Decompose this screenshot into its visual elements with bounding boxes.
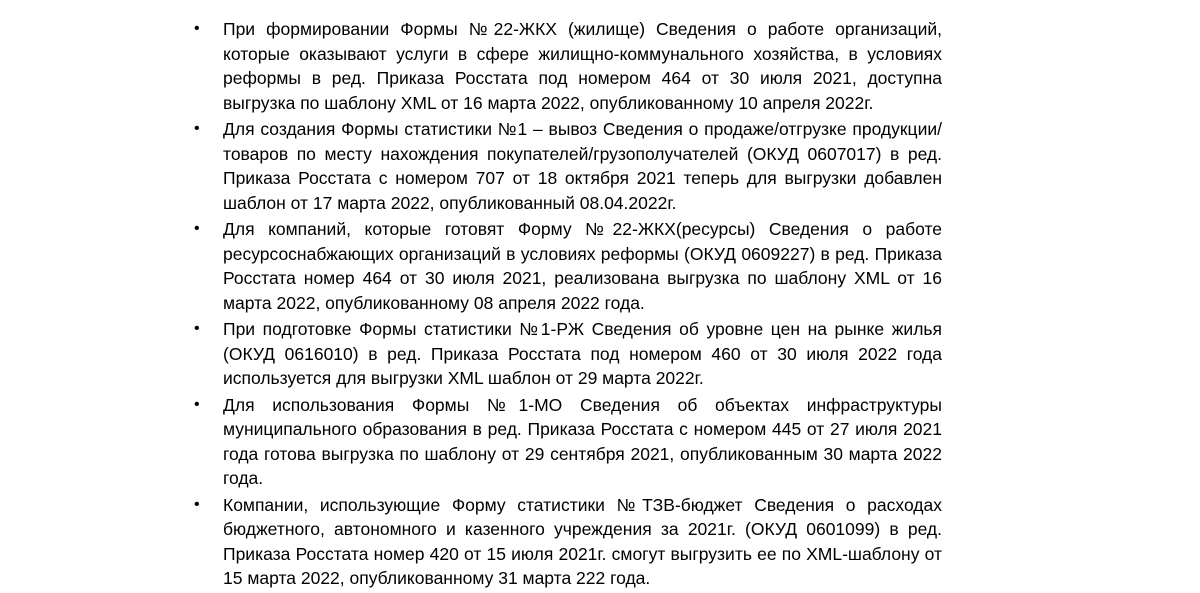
list-item [190,217,942,315]
bullet-marker: • [194,495,200,513]
bullet-marker: • [194,220,200,237]
list-item [190,17,942,115]
list-item-text: Для создания Формы статистики №1 – вывоз Сведения о продаже/отгрузке продукции/товаров по месту нахождения покупателей/грузополучателей (ОКУД 0607017) в ред. Приказа Росстата с номером 707 от 18 октября 2021 теперь для выгрузки добавлен шаблон от 17 марта 2022, опубликованный 08.04.2022г. [223,119,942,213]
bullet-marker: • [194,320,200,337]
list-item [190,493,942,591]
list-item [190,393,942,491]
bullet-marker: • [194,120,200,137]
bullet-marker: • [194,20,200,37]
list-item [190,317,942,391]
bullet-marker: • [194,395,200,413]
list-item-text: Для компаний, которые готовят Форму №22-ЖКХ(ресурсы) Сведения о работе ресурсоснабжающих организаций в условиях реформы (ОКУД 0609227) в ред. Приказа Росстата номер 464 от 30 июля 2021, реализована выгрузка по шаблону XML от 16 марта 2022, опубликованному 08 апреля 2022 года. [223,219,942,313]
list-item [190,117,942,215]
list-item-text: При подготовке Формы статистики №1-РЖ Сведения об уровне цен на рынке жилья (ОКУД 0616010) в ред. Приказа Росстата под номером 460 от 30 июля 2022 года используется для выгрузки XML шаблон от 29 марта 2022г. [223,319,942,388]
bullet-list [190,17,942,593]
list-item-text: При формировании Формы №22-ЖКХ (жилище) Сведения о работе организаций, которые оказывают услуги в сфере жилищно-коммунального хозяйства, в условиях реформы в ред. Приказа Росстата под номером 464 от 30 июля 2021, доступна выгрузка по шаблону XML от 16 марта 2022, опубликованному 10 апреля 2022г. [223,19,942,113]
list-item-text: Компании, использующие Форму статистики №ТЗВ-бюджет Сведения о расходах бюджетного, автономного и казенного учреждения за 2021г. (ОКУД 0601099) в ред. Приказа Росстата номер 420 от 15 июля 2021г. смогут выгрузить ее по XML-шаблону от 15 марта 2022, опубликованному 31 марта 222 года. [223,494,942,588]
list-item-text: Для использования Формы №1-МО Сведения об объектах инфраструктуры муниципального образования в ред. Приказа Росстата с номером 445 от 27 июля 2021 года готова выгрузка по шаблону от 29 сентября 2021, опубликованным 30 марта 2022 года. [223,394,942,488]
